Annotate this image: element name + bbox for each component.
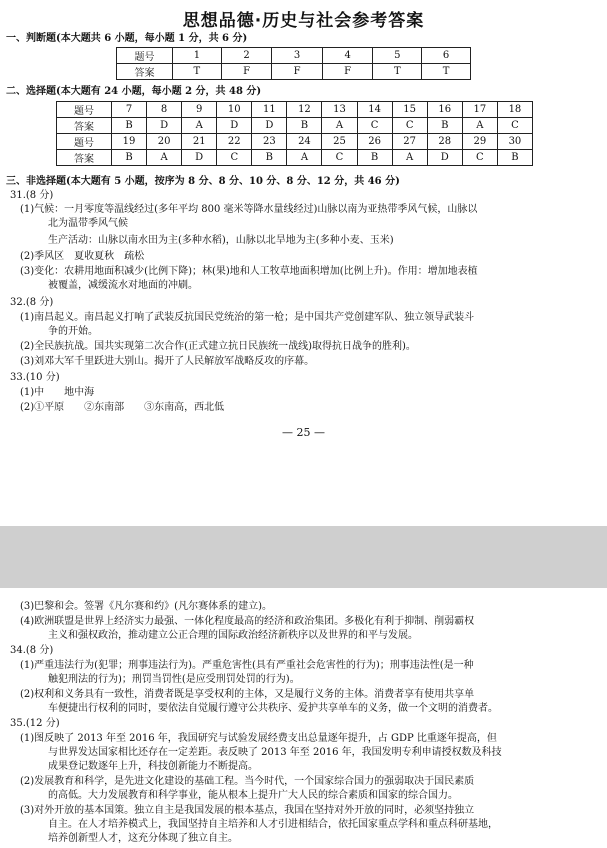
table-cell: 8 bbox=[147, 102, 182, 118]
table-cell: 26 bbox=[357, 134, 392, 150]
table-cell: D bbox=[147, 118, 182, 134]
q32-heading: 32.(8 分) bbox=[10, 297, 54, 308]
answer-line: (3)巴黎和会。签署《凡尔赛和约》(凡尔赛体系的建立)。 bbox=[20, 601, 272, 612]
answer-line: 成果登记数逐年上升，科技创新能力不断提高。 bbox=[48, 761, 258, 772]
table-cell: 21 bbox=[182, 134, 217, 150]
table-cell: B bbox=[252, 150, 287, 166]
table-cell: C bbox=[392, 118, 427, 134]
table-cell: T bbox=[173, 64, 222, 80]
table-cell: 30 bbox=[497, 134, 532, 150]
page-divider bbox=[0, 526, 607, 588]
table-cell: C bbox=[357, 118, 392, 134]
answer-line: (2)全民族抗战。国共实现第二次合作(正式建立抗日民族统一战线)取得抗日战争的胜利)。 bbox=[20, 341, 416, 352]
answer-line: (1)气候：一月零度等温线经过(多年平均 800 毫米等降水量线经过)山脉以南为亚热带季风气候，山脉以 bbox=[20, 204, 478, 215]
page-title: 思想品德·历史与社会参考答案 bbox=[182, 11, 425, 31]
table-cell: 20 bbox=[147, 134, 182, 150]
answer-line: (2)季风区 夏收夏秋 疏松 bbox=[20, 251, 145, 262]
table-cell: C bbox=[217, 150, 252, 166]
table-cell: 7 bbox=[112, 102, 147, 118]
table-cell: T bbox=[422, 64, 471, 80]
table-cell: A bbox=[462, 118, 497, 134]
table-cell: B bbox=[357, 150, 392, 166]
answer-line: 生产活动：山脉以南水田为主(多种水稻)，山脉以北旱地为主(多种小麦、玉米) bbox=[48, 235, 394, 246]
q31-heading: 31.(8 分) bbox=[10, 190, 54, 201]
answer-line: (1)严重违法行为(犯罪；刑事违法行为)。严重危害性(具有严重社会危害性的行为)；刑事违法性(是一种 bbox=[20, 660, 474, 671]
table-cell: B bbox=[112, 118, 147, 134]
table-cell: F bbox=[272, 64, 323, 80]
table-cell: 27 bbox=[392, 134, 427, 150]
table-cell: 29 bbox=[462, 134, 497, 150]
table-cell: A bbox=[392, 150, 427, 166]
table-cell: D bbox=[217, 118, 252, 134]
table-cell: 9 bbox=[182, 102, 217, 118]
section-2-heading: 二、选择题(本大题有 24 小题，每小题 2 分，共 48 分) bbox=[6, 86, 262, 97]
answer-line: (3)变化：农耕用地面积减少(比例下降)；林(果)地和人工牧草地面积增加(比例上升)。作用：增加地表植 bbox=[20, 266, 478, 277]
table-row bbox=[117, 64, 471, 80]
table-cell: C bbox=[322, 150, 357, 166]
answer-line: (1)中 地中海 bbox=[20, 387, 95, 398]
table-row bbox=[57, 102, 533, 118]
table-cell: 1 bbox=[173, 48, 222, 64]
table-header-cell: 题号 bbox=[117, 48, 173, 64]
table-cell: 6 bbox=[422, 48, 471, 64]
page-number: — 25 — bbox=[282, 426, 325, 439]
q35-heading: 35.(12 分) bbox=[10, 718, 60, 729]
answer-line: (4)欧洲联盟是世界上经济实力最强、一体化程度最高的经济和政治集团。多极化有利于抑制、削弱霸权 bbox=[20, 616, 475, 627]
table-cell: T bbox=[373, 64, 422, 80]
table-cell: C bbox=[497, 118, 532, 134]
table-cell: 11 bbox=[252, 102, 287, 118]
table-cell: B bbox=[497, 150, 532, 166]
answer-line: 的高低。大力发展教育和科学事业，能从根本上提升广大人民的综合素质和国家的综合国力。 bbox=[48, 790, 458, 801]
table-cell: 23 bbox=[252, 134, 287, 150]
table-row bbox=[57, 118, 533, 134]
table-header-cell: 答案 bbox=[57, 150, 112, 166]
table-cell: F bbox=[221, 64, 272, 80]
table-header-cell: 答案 bbox=[57, 118, 112, 134]
answer-line: (2)权利和义务具有一致性，消费者既是享受权利的主体，又是履行义务的主体。消费者享有使用共享单 bbox=[20, 689, 475, 700]
table-header-cell: 题号 bbox=[57, 134, 112, 150]
table-cell: 3 bbox=[272, 48, 323, 64]
answer-line: (1)图反映了 2013 年至 2016 年，我国研究与试验发展经费支出总量逐年提升，占 GDP 比重逐年提高，但 bbox=[20, 733, 497, 744]
table-cell: F bbox=[322, 64, 373, 80]
answer-line: 触犯刑法的行为)；刑罚当罚性(是应受刑罚处罚的行为)。 bbox=[48, 674, 300, 685]
table-cell: 10 bbox=[217, 102, 252, 118]
answer-line: 被覆盖，减缓流水对地面的冲刷。 bbox=[48, 280, 198, 291]
section-1-heading: 一、判断题(本大题共 6 小题，每小题 1 分，共 6 分) bbox=[6, 33, 248, 44]
table-cell: 14 bbox=[357, 102, 392, 118]
table-cell: D bbox=[427, 150, 462, 166]
table-cell: C bbox=[462, 150, 497, 166]
table-cell: 28 bbox=[427, 134, 462, 150]
table-row bbox=[117, 48, 471, 64]
answer-line: 北为温带季风气候 bbox=[48, 218, 128, 229]
table-cell: A bbox=[287, 150, 322, 166]
table-cell: 19 bbox=[112, 134, 147, 150]
table-cell: 22 bbox=[217, 134, 252, 150]
table-cell: A bbox=[147, 150, 182, 166]
q33-heading: 33.(10 分) bbox=[10, 372, 60, 383]
table-cell: 15 bbox=[392, 102, 427, 118]
table-cell: 2 bbox=[221, 48, 272, 64]
answer-line: (1)南昌起义。南昌起义打响了武装反抗国民党统治的第一枪；是中国共产党创建军队、独立领导武装斗 bbox=[20, 312, 475, 323]
answer-line: 与世界发达国家相比还存在一定差距。表反映了 2013 年至 2016 年，我国发明专利申请授权数及科技 bbox=[48, 747, 502, 758]
table-cell: 4 bbox=[322, 48, 373, 64]
table-cell: D bbox=[252, 118, 287, 134]
answer-line: 车便捷出行权利的同时，要依法自觉履行遵守公共秩序、爱护共享单车的义务，做一个文明的消费者。 bbox=[48, 703, 498, 714]
table-cell: A bbox=[182, 118, 217, 134]
table-header-cell: 题号 bbox=[57, 102, 112, 118]
answer-line: 主义和强权政治，推动建立公正合理的国际政治经济新秩序以及世界的和平与发展。 bbox=[48, 630, 418, 641]
table-cell: B bbox=[112, 150, 147, 166]
table-cell: A bbox=[322, 118, 357, 134]
table-header-cell: 答案 bbox=[117, 64, 173, 80]
answer-page-26 bbox=[0, 590, 607, 848]
answer-line: (3)刘邓大军千里跃进大别山。揭开了人民解放军战略反攻的序幕。 bbox=[20, 356, 315, 367]
q34-heading: 34.(8 分) bbox=[10, 645, 54, 656]
section-3-heading: 三、非选择题(本大题有 5 小题，按序为 8 分、8 分、10 分、8 分、12 分，共 46 分) bbox=[6, 176, 400, 187]
answer-line: (2)发展教育和科学，是先进文化建设的基础工程。当今时代，一个国家综合国力的强弱取决于国民素质 bbox=[20, 776, 475, 787]
table-cell: 16 bbox=[427, 102, 462, 118]
answer-line: 培养创新型人才，这充分体现了独立自主。 bbox=[48, 833, 238, 844]
judgment-answer-table bbox=[116, 47, 471, 80]
table-cell: 18 bbox=[497, 102, 532, 118]
table-cell: 12 bbox=[287, 102, 322, 118]
table-cell: B bbox=[427, 118, 462, 134]
answer-line: 争的开始。 bbox=[48, 326, 98, 337]
table-cell: 13 bbox=[322, 102, 357, 118]
table-cell: 25 bbox=[322, 134, 357, 150]
table-cell: 24 bbox=[287, 134, 322, 150]
answer-line: (2)①平原 ②东南部 ③东南高，西北低 bbox=[20, 402, 225, 413]
table-cell: B bbox=[287, 118, 322, 134]
answer-line: 自主。在人才培养模式上，我国坚持自主培养和人才引进相结合，依托国家重点学科和重点科研基地， bbox=[48, 819, 498, 830]
table-cell: D bbox=[182, 150, 217, 166]
answer-line: (3)对外开放的基本国策。独立自主是我国发展的根本基点，我国在坚持对外开放的同时，必须坚持独立 bbox=[20, 805, 475, 816]
table-cell: 17 bbox=[462, 102, 497, 118]
table-cell: 5 bbox=[373, 48, 422, 64]
